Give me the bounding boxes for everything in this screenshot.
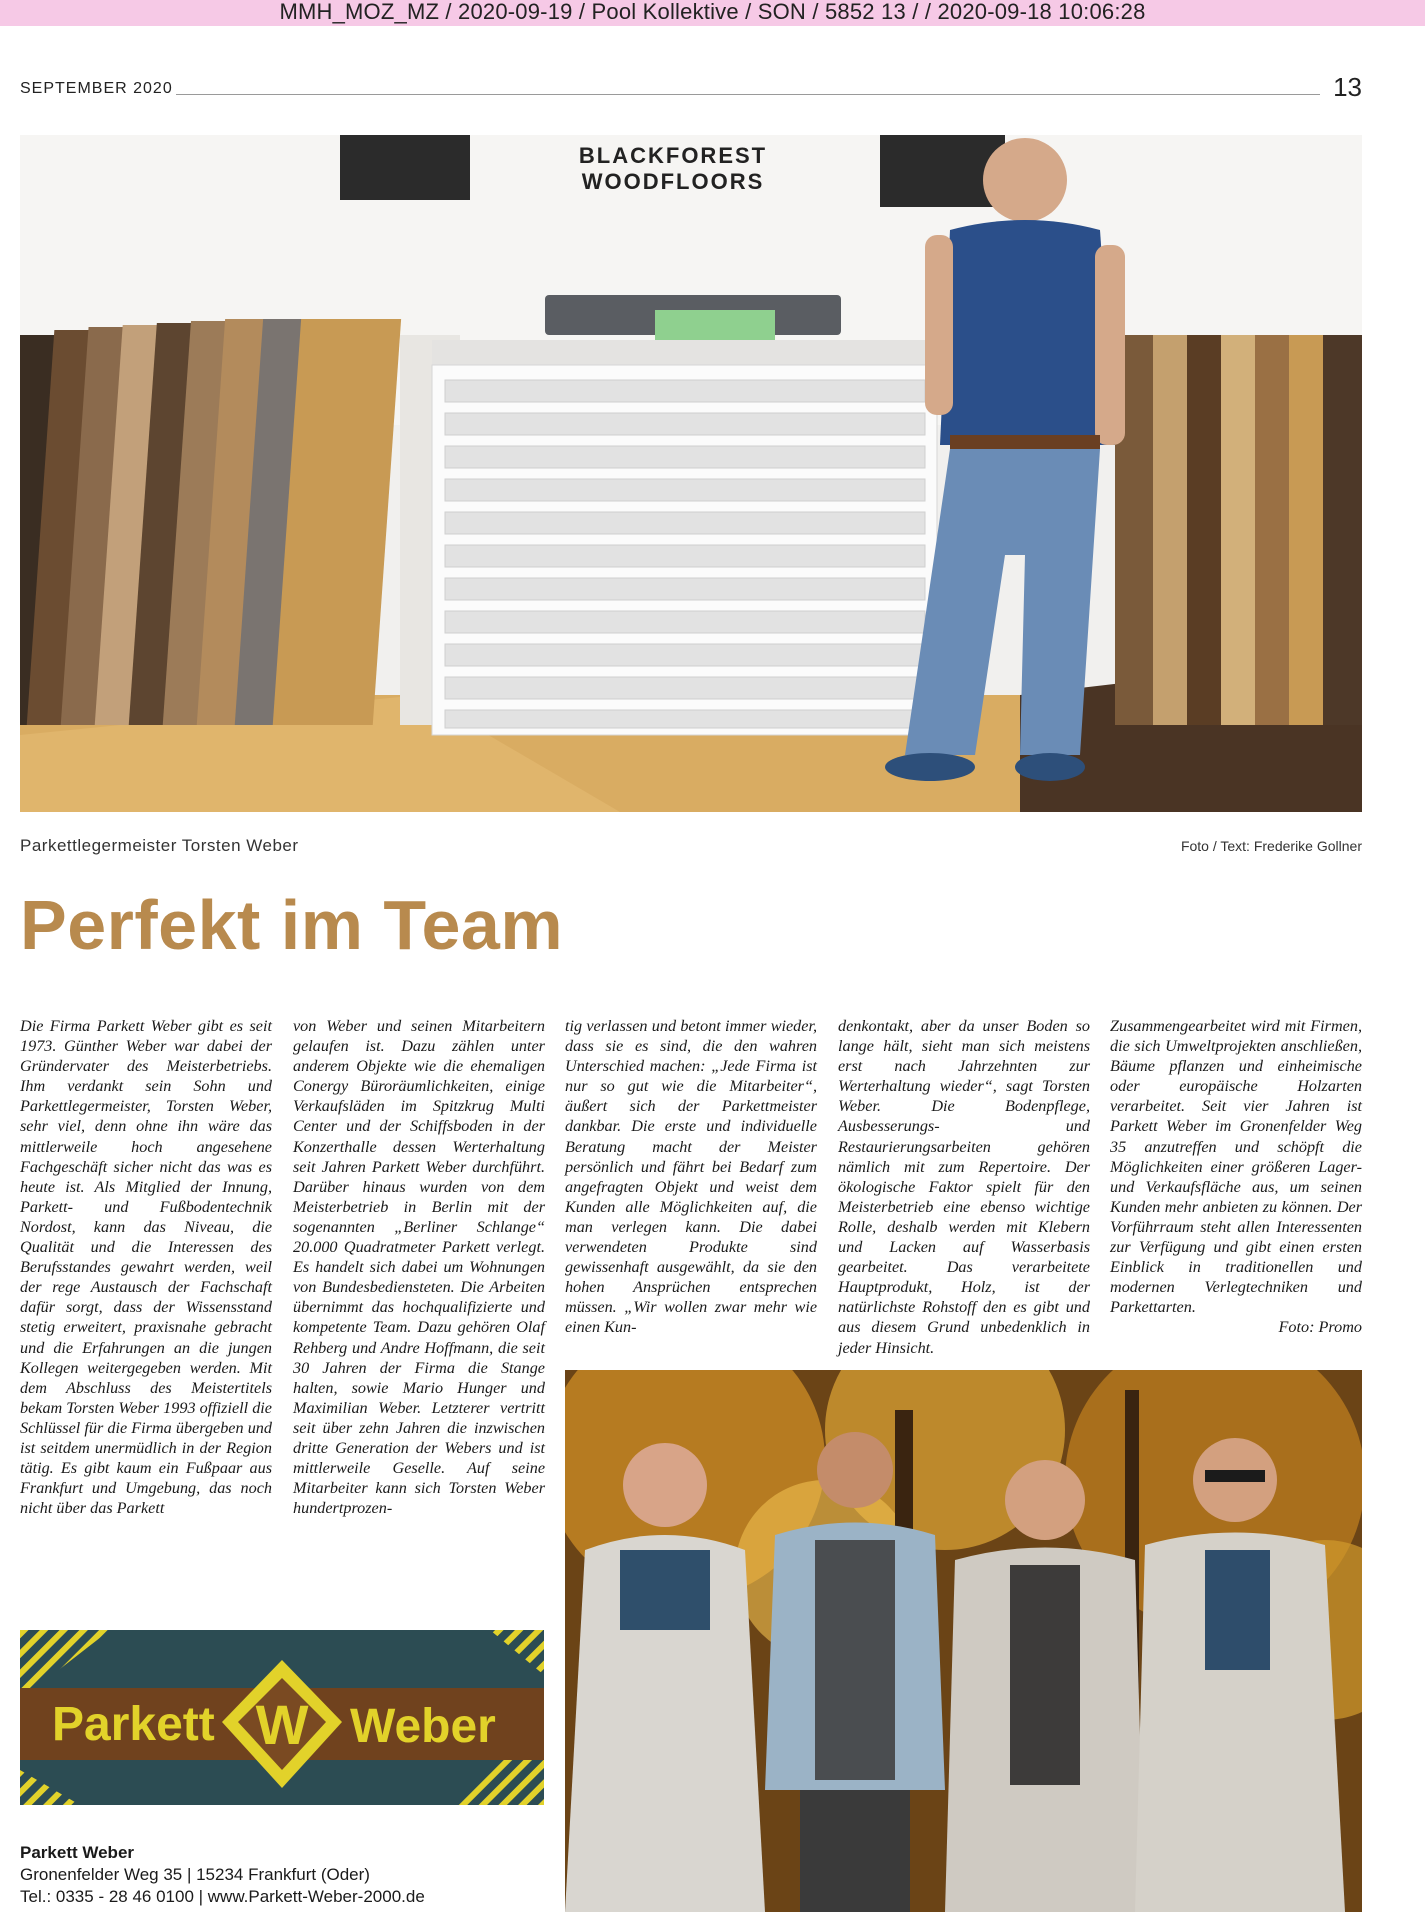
- photo-caption: Parkettlegermeister Torsten Weber: [20, 836, 299, 855]
- photo-credit: Foto / Text: Frederike Gollner: [1180, 838, 1362, 854]
- showroom-photo: [20, 135, 1362, 812]
- contact-line: Tel.: 0335 - 28 46 0100 | www.Parkett-Weber-2000.de: [20, 1887, 425, 1906]
- team-photo-credit: Foto: Promo: [1278, 1318, 1362, 1337]
- article-column-5: [1110, 1016, 1362, 1338]
- page-number: 13: [1333, 72, 1362, 102]
- article-text: tig verlassen und betont immer wieder, dass sie es sind, die den wahren Unterschied machen: „Jede Firma ist nur so gut wie die Mitarbeiter“, äußert sich der Parkettmeister dankbar. Die erste und individuelle Beratung macht der Meister persönlich und fährt bei Bedarf zum angefragten Objekt und weist dem Kunden alle Möglichkeiten auf, die man verlegen kann. Die dabei verwendeten Produkte sind gewissenhaft ausgewählt, da sie den hohen Ansprüchen entsprechen müssen. „Wir wollen zwar mehr wie einen Kun-: [565, 1017, 817, 1337]
- archive-header-bar: MMH_MOZ_MZ / 2020-09-19 / Pool Kollektive / SON / 5852 13 / / 2020-09-18 10:06:28: [0, 0, 1425, 26]
- sign-text-line1: BLACKFOREST: [578, 143, 768, 168]
- article-column-3: [565, 1016, 817, 1338]
- issue-date: SEPTEMBER 2020: [20, 80, 173, 97]
- parkett-weber-logo: [20, 1630, 544, 1805]
- article-column-2: [293, 1016, 545, 1518]
- article-text: denkontakt, aber da unser Boden so lange hält, sieht man sich meistens erst nach Jahrzehnten zur Werterhaltung wieder“, sagt Torsten Weber. Die Bodenpflege, Ausbesserungs- und Restaurierungsarbeiten gehören nämlich mit zum Repertoire. Der ökologische Faktor spielt für den Meisterbetrieb eine ebenso wichtige Rolle, deshalb werden mit Klebern und Lacken auf Wasserbasis gearbeitet. Das verarbeitete Hauptprodukt, Holz, ist der natürlichste Rohstoff den es gibt und aus diesem Grund unbedenklich in jeder Hinsicht.: [838, 1017, 1090, 1357]
- page-header: [20, 72, 1362, 102]
- header-rule: [176, 94, 1320, 95]
- business-address: [20, 1842, 425, 1908]
- article-text: Zusammengearbeitet wird mit Firmen, die sich Umweltprojekten anschließen, Bäume pflanzen und einheimische oder europäische Holzarten verarbeitet. Seit vier Jahren ist Parkett Weber im Gronenfelder Weg 35 anzutreffen und schöpft die Möglichkeiten einer größeren Lager- und Verkaufsfläche aus, um seinen Kunden mehr anbieten zu können. Der Vorführraum steht allen Interessenten zur Verfügung und gibt einen ersten Einblick in traditionellen und modernen Verlegtechniken und Parkettarten.: [1110, 1017, 1362, 1317]
- team-photo: [565, 1370, 1362, 1912]
- logo-emblem-letter: W: [255, 1693, 309, 1756]
- article-text: von Weber und seinen Mitarbeitern gelaufen ist. Dazu zählen unter anderem Objekte wie die ehemaligen Conergy Büroräumlichkeiten, einige Verkaufsläden im Spitzkrug Multi Center und der Schiffsboden in der Konzerthalle dessen Werterhaltung seit Jahren Parkett Weber durchführt. Darüber hinaus wurden von dem Meisterbetrieb in Berlin mit der sogenannten „Berliner Schlange“ 20.000 Quadratmeter Parkett verlegt. Es handelt sich dabei um Wohnungen von Bundesbediensteten. Die Arbeiten übernimmt das hochqualifizierte und kompetente Team. Dazu gehören Olaf Rehberg und Andre Hoffmann, die seit 30 Jahren der Firma die Stange halten, sowie Mario Hunger und Maximilian Weber. Letzterer vertritt seit über zehn Jahren die inzwischen dritte Generation der Webers und ist mittlerweile Geselle. Auf seine Mitarbeiter kann sich Torsten Weber hundertprozen-: [293, 1017, 545, 1518]
- sign-text-line2: WOODFLOORS: [581, 169, 765, 194]
- article-column-4: [838, 1016, 1090, 1358]
- street-address: Gronenfelder Weg 35 | 15234 Frankfurt (Oder): [20, 1865, 370, 1884]
- article-column-1: [20, 1016, 272, 1518]
- firm-name: Parkett Weber: [20, 1843, 135, 1862]
- logo-word-parkett: Parkett: [52, 1698, 215, 1751]
- article-headline: Perfekt im Team: [20, 886, 564, 964]
- logo-word-weber: Weber: [350, 1700, 496, 1753]
- article-text: Die Firma Parkett Weber gibt es seit 1973. Günther Weber war dabei der Gründervater des Meisterbetriebs. Ihm verdankt sein Sohn und Parkettlegermeister, Torsten Weber, sehr viel, denn ohne ihn wäre das mittlerweile hoch angesehene Fachgeschäft sicher nicht das was es heute ist. Als Mitglied der Innung, Parkett- und Fußbodentechnik Nordost, kann das Niveau, die Qualität und die Interessen des Berufsstandes gewahrt werden, weil der rege Austausch der Fachschaft dafür sorgt, dass der Wissensstand stetig erweitert, praxisnahe gebracht und die Erfahrungen an die jungen Kollegen weitergegeben werden. Mit dem Abschluss des Meistertitels bekam Torsten Weber 1993 offiziell die Schlüssel für die Firma übergeben und ist seitdem unermüdlich in der Region tätig. Es gibt kaum ein Fußpaar aus Frankfurt und Umgebung, das noch nicht über das Parkett: [20, 1017, 272, 1518]
